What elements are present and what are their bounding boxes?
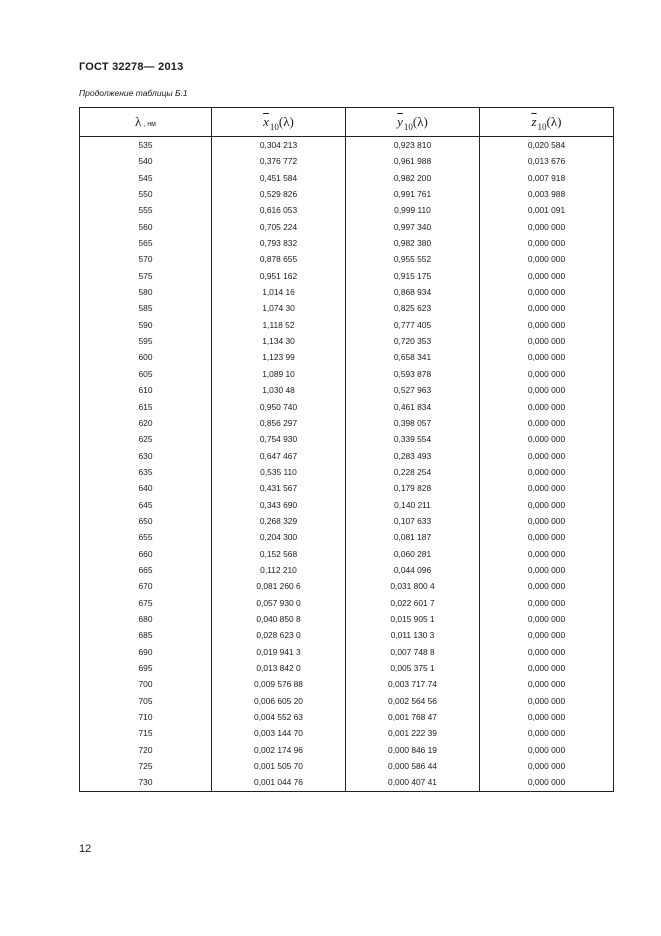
z10-cell: 0,000 000 — [480, 562, 614, 578]
x10-cell: 0,004 552 63 — [212, 709, 346, 725]
table-row — [80, 578, 614, 594]
z10-cell: 0,000 000 — [480, 693, 614, 709]
table-row — [80, 300, 614, 316]
z-bar-symbol: $\overline{z}$ — [531, 114, 537, 129]
table-row — [80, 251, 614, 267]
table-row — [80, 660, 614, 676]
y10-cell: 0,011 130 3 — [346, 627, 480, 643]
table-row — [80, 709, 614, 725]
table-row — [80, 693, 614, 709]
z10-cell: 0,000 000 — [480, 284, 614, 300]
z10-cell: 0,000 000 — [480, 251, 614, 267]
y10-cell: 0,000 846 19 — [346, 742, 480, 758]
x10-cell: 1,074 30 — [212, 300, 346, 316]
x10-cell: 0,754 930 — [212, 431, 346, 447]
z10-cell: 0,000 000 — [480, 578, 614, 594]
y10-cell: 0,001 222 39 — [346, 725, 480, 741]
x-bar-symbol: $\overline{x}$ — [263, 114, 269, 129]
color-matching-table — [79, 107, 614, 792]
y10-cell: 0,593 878 — [346, 366, 480, 382]
z10-cell: 0,020 584 — [480, 137, 614, 154]
wavelength-cell: 575 — [80, 268, 212, 284]
z10-cell: 0,000 000 — [480, 774, 614, 791]
x10-cell: 0,009 576 88 — [212, 676, 346, 692]
x10-cell: 0,856 297 — [212, 415, 346, 431]
z10-cell: 0,000 000 — [480, 235, 614, 251]
z10-cell: 0,000 000 — [480, 758, 614, 774]
z10-cell: 0,000 000 — [480, 464, 614, 480]
z10-cell: 0,000 000 — [480, 349, 614, 365]
x10-cell: 0,001 505 70 — [212, 758, 346, 774]
x10-cell: 1,089 10 — [212, 366, 346, 382]
y10-cell: 0,777 405 — [346, 317, 480, 333]
x10-cell: 1,030 48 — [212, 382, 346, 398]
y10-cell: 0,720 353 — [346, 333, 480, 349]
x10-cell: 0,705 224 — [212, 219, 346, 235]
y10-cell: 0,228 254 — [346, 464, 480, 480]
z10-cell: 0,000 000 — [480, 595, 614, 611]
y10-cell: 0,868 934 — [346, 284, 480, 300]
y10-cell: 0,179 828 — [346, 480, 480, 496]
x10-cell: 0,376 772 — [212, 153, 346, 169]
y10-cell: 0,982 200 — [346, 170, 480, 186]
wavelength-cell: 695 — [80, 660, 212, 676]
x10-cell: 0,343 690 — [212, 497, 346, 513]
y10-cell: 0,825 623 — [346, 300, 480, 316]
x10-cell: 0,878 655 — [212, 251, 346, 267]
z-argument: (λ) — [546, 114, 562, 129]
y10-cell: 0,961 988 — [346, 153, 480, 169]
table-row — [80, 546, 614, 562]
x10-cell: 0,951 162 — [212, 268, 346, 284]
table-row — [80, 284, 614, 300]
table-row — [80, 366, 614, 382]
table-row — [80, 562, 614, 578]
wavelength-cell: 600 — [80, 349, 212, 365]
table-row — [80, 431, 614, 447]
x10-cell: 0,019 941 3 — [212, 644, 346, 660]
wavelength-cell: 630 — [80, 448, 212, 464]
table-row — [80, 529, 614, 545]
table-caption: Продолжение таблицы Б.1 — [79, 88, 188, 98]
z10-cell: 0,000 000 — [480, 366, 614, 382]
table-row — [80, 382, 614, 398]
wavelength-cell: 685 — [80, 627, 212, 643]
y10-cell: 0,007 748 8 — [346, 644, 480, 660]
table-row — [80, 333, 614, 349]
x-subscript: 10 — [269, 122, 279, 132]
table-row — [80, 137, 614, 154]
x10-cell: 0,204 300 — [212, 529, 346, 545]
y-argument: (λ) — [412, 114, 428, 129]
y-subscript: 10 — [403, 122, 413, 132]
lambda-symbol: λ — [135, 114, 142, 129]
wavelength-cell: 670 — [80, 578, 212, 594]
table-row — [80, 448, 614, 464]
z10-cell: 0,000 000 — [480, 431, 614, 447]
z10-cell: 0,000 000 — [480, 660, 614, 676]
y10-cell: 0,999 110 — [346, 202, 480, 218]
table-row — [80, 480, 614, 496]
y10-cell: 0,005 375 1 — [346, 660, 480, 676]
z10-cell: 0,001 091 — [480, 202, 614, 218]
z10-cell: 0,000 000 — [480, 382, 614, 398]
y10-cell: 0,658 341 — [346, 349, 480, 365]
x10-cell: 0,152 568 — [212, 546, 346, 562]
z10-cell: 0,000 000 — [480, 415, 614, 431]
x10-cell: 0,431 567 — [212, 480, 346, 496]
z10-cell: 0,000 000 — [480, 709, 614, 725]
wavelength-cell: 570 — [80, 251, 212, 267]
z10-cell: 0,000 000 — [480, 546, 614, 562]
z10-cell: 0,000 000 — [480, 448, 614, 464]
z10-cell: 0,000 000 — [480, 300, 614, 316]
z10-cell: 0,003 988 — [480, 186, 614, 202]
table-row — [80, 725, 614, 741]
wavelength-unit: , нм — [143, 121, 156, 128]
x10-cell: 0,304 213 — [212, 137, 346, 154]
x10-cell: 0,616 053 — [212, 202, 346, 218]
table-row — [80, 627, 614, 643]
x10-cell: 0,451 584 — [212, 170, 346, 186]
table-row — [80, 611, 614, 627]
wavelength-cell: 700 — [80, 676, 212, 692]
y10-cell: 0,002 564 56 — [346, 693, 480, 709]
wavelength-cell: 605 — [80, 366, 212, 382]
wavelength-cell: 715 — [80, 725, 212, 741]
y10-cell: 0,081 187 — [346, 529, 480, 545]
table-row — [80, 415, 614, 431]
table-row — [80, 676, 614, 692]
wavelength-cell: 645 — [80, 497, 212, 513]
y10-cell: 0,982 380 — [346, 235, 480, 251]
z10-cell: 0,000 000 — [480, 627, 614, 643]
z10-cell: 0,000 000 — [480, 742, 614, 758]
y-bar-symbol: $\overline{y}$ — [397, 114, 403, 129]
wavelength-cell: 665 — [80, 562, 212, 578]
table-row — [80, 464, 614, 480]
table-body — [80, 137, 614, 792]
wavelength-cell: 720 — [80, 742, 212, 758]
z10-cell: 0,000 000 — [480, 333, 614, 349]
wavelength-cell: 540 — [80, 153, 212, 169]
x10-cell: 0,006 605 20 — [212, 693, 346, 709]
y10-cell: 0,001 768 47 — [346, 709, 480, 725]
wavelength-cell: 590 — [80, 317, 212, 333]
z10-cell: 0,000 000 — [480, 480, 614, 496]
y10-cell: 0,060 281 — [346, 546, 480, 562]
x10-cell: 1,134 30 — [212, 333, 346, 349]
wavelength-cell: 555 — [80, 202, 212, 218]
y10-cell: 0,000 586 44 — [346, 758, 480, 774]
y10-cell: 0,107 633 — [346, 513, 480, 529]
y10-cell: 0,015 905 1 — [346, 611, 480, 627]
y10-cell: 0,991 761 — [346, 186, 480, 202]
z10-cell: 0,000 000 — [480, 611, 614, 627]
x10-cell: 0,040 850 8 — [212, 611, 346, 627]
wavelength-cell: 640 — [80, 480, 212, 496]
y10-cell: 0,915 175 — [346, 268, 480, 284]
x10-cell: 0,268 329 — [212, 513, 346, 529]
table-header-row — [80, 108, 614, 137]
x10-cell: 0,081 260 6 — [212, 578, 346, 594]
x10-cell: 0,013 842 0 — [212, 660, 346, 676]
y10-cell: 0,398 057 — [346, 415, 480, 431]
y10-cell: 0,339 554 — [346, 431, 480, 447]
wavelength-cell: 565 — [80, 235, 212, 251]
table-row — [80, 644, 614, 660]
table-row — [80, 758, 614, 774]
z10-cell: 0,000 000 — [480, 497, 614, 513]
y10-cell: 0,044 096 — [346, 562, 480, 578]
wavelength-cell: 725 — [80, 758, 212, 774]
z10-cell: 0,000 000 — [480, 399, 614, 415]
x10-cell: 1,118 52 — [212, 317, 346, 333]
y10-cell: 0,003 717 74 — [346, 676, 480, 692]
wavelength-cell: 545 — [80, 170, 212, 186]
z10-cell: 0,000 000 — [480, 317, 614, 333]
x10-cell: 0,793 832 — [212, 235, 346, 251]
page-number: 12 — [79, 843, 92, 855]
header-x10 — [212, 108, 346, 137]
table-row — [80, 170, 614, 186]
document-standard-title: ГОСТ 32278— 2013 — [79, 61, 184, 73]
table-row — [80, 774, 614, 791]
table-row — [80, 219, 614, 235]
wavelength-cell: 585 — [80, 300, 212, 316]
table-row — [80, 399, 614, 415]
y10-cell: 0,031 800 4 — [346, 578, 480, 594]
wavelength-cell: 595 — [80, 333, 212, 349]
table-row — [80, 186, 614, 202]
y10-cell: 0,140 211 — [346, 497, 480, 513]
x10-cell: 0,950 740 — [212, 399, 346, 415]
x10-cell: 0,112 210 — [212, 562, 346, 578]
y10-cell: 0,022 601 7 — [346, 595, 480, 611]
x10-cell: 0,647 467 — [212, 448, 346, 464]
header-z10 — [480, 108, 614, 137]
wavelength-cell: 660 — [80, 546, 212, 562]
table-row — [80, 349, 614, 365]
z-subscript: 10 — [537, 122, 547, 132]
wavelength-cell: 675 — [80, 595, 212, 611]
z10-cell: 0,000 000 — [480, 219, 614, 235]
wavelength-cell: 655 — [80, 529, 212, 545]
table-row — [80, 235, 614, 251]
y10-cell: 0,923 810 — [346, 137, 480, 154]
z10-cell: 0,000 000 — [480, 644, 614, 660]
x10-cell: 0,529 826 — [212, 186, 346, 202]
y10-cell: 0,283 493 — [346, 448, 480, 464]
wavelength-cell: 635 — [80, 464, 212, 480]
x10-cell: 0,003 144 70 — [212, 725, 346, 741]
z10-cell: 0,000 000 — [480, 529, 614, 545]
x10-cell: 0,002 174 96 — [212, 742, 346, 758]
z10-cell: 0,007 918 — [480, 170, 614, 186]
wavelength-cell: 615 — [80, 399, 212, 415]
x10-cell: 0,001 044 76 — [212, 774, 346, 791]
x10-cell: 0,028 623 0 — [212, 627, 346, 643]
table-row — [80, 513, 614, 529]
wavelength-cell: 550 — [80, 186, 212, 202]
wavelength-cell: 620 — [80, 415, 212, 431]
table-row — [80, 153, 614, 169]
wavelength-cell: 730 — [80, 774, 212, 791]
wavelength-cell: 535 — [80, 137, 212, 154]
wavelength-cell: 580 — [80, 284, 212, 300]
table-row — [80, 497, 614, 513]
wavelength-cell: 625 — [80, 431, 212, 447]
y10-cell: 0,997 340 — [346, 219, 480, 235]
wavelength-cell: 560 — [80, 219, 212, 235]
wavelength-cell: 610 — [80, 382, 212, 398]
wavelength-cell: 710 — [80, 709, 212, 725]
wavelength-cell: 650 — [80, 513, 212, 529]
y10-cell: 0,000 407 41 — [346, 774, 480, 791]
y10-cell: 0,527 963 — [346, 382, 480, 398]
table-row — [80, 202, 614, 218]
header-y10 — [346, 108, 480, 137]
x10-cell: 0,057 930 0 — [212, 595, 346, 611]
table-row — [80, 595, 614, 611]
x10-cell: 1,014 16 — [212, 284, 346, 300]
z10-cell: 0,013 676 — [480, 153, 614, 169]
table-row — [80, 268, 614, 284]
z10-cell: 0,000 000 — [480, 676, 614, 692]
y10-cell: 0,955 552 — [346, 251, 480, 267]
wavelength-cell: 690 — [80, 644, 212, 660]
x10-cell: 0,535 110 — [212, 464, 346, 480]
header-wavelength — [80, 108, 212, 137]
z10-cell: 0,000 000 — [480, 513, 614, 529]
table-row — [80, 742, 614, 758]
z10-cell: 0,000 000 — [480, 268, 614, 284]
table-row — [80, 317, 614, 333]
x10-cell: 1,123 99 — [212, 349, 346, 365]
wavelength-cell: 680 — [80, 611, 212, 627]
wavelength-cell: 705 — [80, 693, 212, 709]
x-argument: (λ) — [278, 114, 294, 129]
z10-cell: 0,000 000 — [480, 725, 614, 741]
y10-cell: 0,461 834 — [346, 399, 480, 415]
